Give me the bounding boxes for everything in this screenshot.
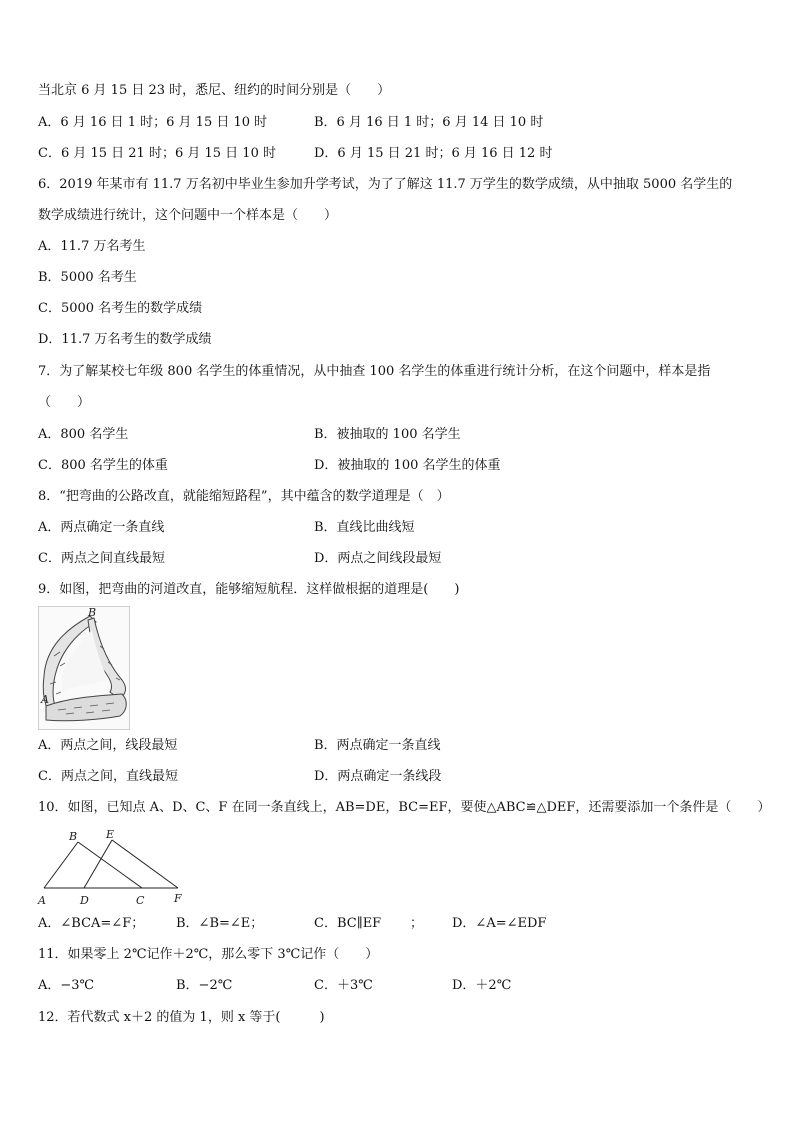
q11-option-d: D．＋2℃ bbox=[452, 978, 512, 993]
q12-stem: 12．若代数式 x＋2 的值为 1，则 x 等于( ) bbox=[38, 1010, 325, 1025]
label-b: B bbox=[69, 830, 78, 843]
q7-stem-line2: （ ） bbox=[38, 395, 91, 410]
q10-option-b: B．∠B=∠E； bbox=[176, 916, 264, 931]
q8-stem: 8．“把弯曲的公路改直，就能缩短路程”，其中蕴含的数学道理是（ ） bbox=[38, 489, 450, 504]
q11-stem: 11．如果零上 2℃记作＋2℃，那么零下 3℃记作（ ） bbox=[38, 947, 379, 962]
q11-option-b: B．−2℃ bbox=[176, 978, 233, 993]
q9-option-a: A．两点之间，线段最短 bbox=[38, 738, 178, 753]
label-d: D bbox=[80, 894, 89, 907]
q5-option-c: C．6 月 15 日 21 时；6 月 15 日 10 时 bbox=[38, 146, 276, 161]
q10-option-a: A．∠BCA=∠F； bbox=[38, 916, 145, 931]
q6-stem-line2: 数学成绩进行统计，这个问题中一个样本是（ ） bbox=[38, 208, 338, 223]
q6-option-b: B．5000 名考生 bbox=[38, 270, 137, 285]
q5-option-d: D．6 月 15 日 21 时；6 月 16 日 12 时 bbox=[314, 146, 553, 161]
q7-option-d: D．被抽取的 100 名学生的体重 bbox=[314, 458, 501, 473]
segment-ef bbox=[112, 840, 178, 888]
q9-stem: 9．如图，把弯曲的河道改直，能够缩短航程．这样做根据的道理是( ) bbox=[38, 582, 460, 597]
q8-option-d: D．两点之间线段最短 bbox=[314, 551, 442, 566]
q8-option-a: A．两点确定一条直线 bbox=[38, 520, 165, 535]
q8-option-b: B．直线比曲线短 bbox=[314, 520, 415, 535]
q10-option-d: D．∠A=∠EDF bbox=[452, 916, 547, 931]
q9-option-d: D．两点确定一条线段 bbox=[314, 769, 442, 784]
q5-option-b: B．6 月 16 日 1 时；6 月 14 日 10 时 bbox=[314, 115, 544, 130]
q5-option-a: A．6 月 16 日 1 时；6 月 15 日 10 时 bbox=[38, 115, 268, 130]
q7-option-b: B．被抽取的 100 名学生 bbox=[314, 427, 461, 442]
q6-stem-line1: 6．2019 年某市有 11.7 万名初中毕业生参加升学考试，为了了解这 11.7 万学生的数学成绩，从中抽取 5000 名学生的 bbox=[38, 177, 733, 192]
river-label-a: A bbox=[41, 693, 49, 706]
q10-stem: 10．如图，已知点 A、D、C、F 在同一条直线上，AB=DE，BC=EF，要使△ABC≌△DEF，还需要添加一个条件是（ ） bbox=[38, 800, 771, 815]
q9-option-c: C．两点之间，直线最短 bbox=[38, 769, 178, 784]
river-figure-svg bbox=[38, 606, 130, 730]
q7-stem-line1: 7．为了解某校七年级 800 名学生的体重情况，从中抽查 100 名学生的体重进行统计分析，在这个问题中，样本是指 bbox=[38, 364, 711, 379]
q7-option-a: A．800 名学生 bbox=[38, 427, 129, 442]
triangles-figure bbox=[36, 826, 186, 908]
q8-option-c: C．两点之间直线最短 bbox=[38, 551, 165, 566]
label-a: A bbox=[38, 894, 46, 907]
q7-option-c: C．800 名学生的体重 bbox=[38, 458, 168, 473]
q10-semicolon: ； bbox=[410, 916, 424, 931]
q11-option-a: A．−3℃ bbox=[38, 978, 95, 993]
label-f: F bbox=[174, 892, 182, 905]
q5-stem: 当北京 6 月 15 日 23 时，悉尼、纽约的时间分别是（ ） bbox=[38, 83, 391, 98]
triangles-figure-svg bbox=[36, 826, 186, 908]
river-label-b: B bbox=[88, 606, 97, 619]
segment-ab bbox=[44, 842, 78, 888]
q9-option-b: B．两点确定一条直线 bbox=[314, 738, 441, 753]
river-figure bbox=[38, 606, 130, 730]
q6-option-a: A．11.7 万名考生 bbox=[38, 239, 146, 254]
q11-option-c: C．＋3℃ bbox=[314, 978, 373, 993]
q6-option-d: D．11.7 万名考生的数学成绩 bbox=[38, 332, 212, 347]
label-e: E bbox=[106, 828, 115, 841]
q10-option-c: C．BC∥EF bbox=[314, 916, 382, 931]
q6-option-c: C．5000 名考生的数学成绩 bbox=[38, 301, 203, 316]
label-c: C bbox=[136, 894, 145, 907]
